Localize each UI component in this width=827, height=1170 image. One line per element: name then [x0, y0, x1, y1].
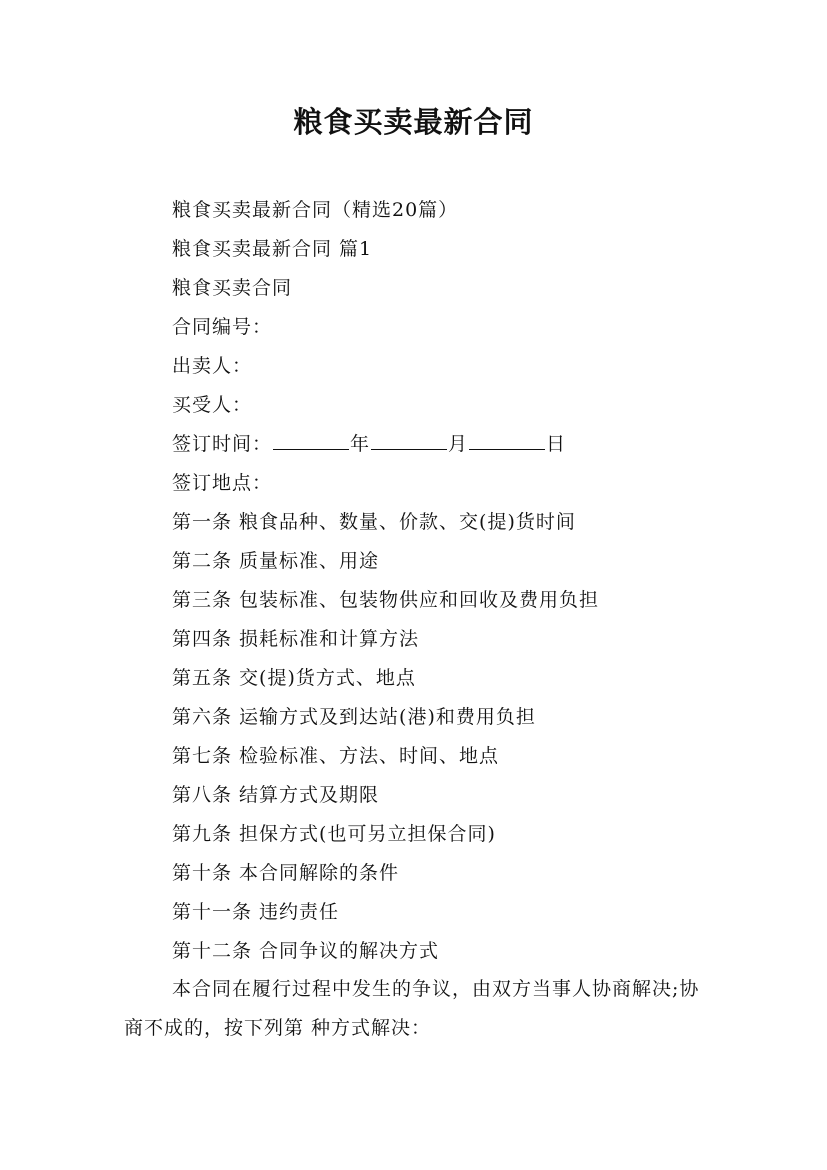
- year-blank: [273, 429, 349, 450]
- article-1: 第一条 粮食品种、数量、价款、交(提)货时间: [172, 511, 576, 533]
- section-heading: 粮食买卖最新合同 篇1: [172, 238, 373, 260]
- contract-lines: [124, 191, 724, 971]
- article-9: 第九条 担保方式(也可另立担保合同): [172, 823, 496, 845]
- sign-place-field: 签订地点：: [172, 472, 273, 494]
- sign-time-label: 签订时间：: [172, 433, 273, 455]
- article-2: 第二条 质量标准、用途: [172, 550, 380, 572]
- article-4: 第四条 损耗标准和计算方法: [172, 628, 420, 650]
- article-11: 第十一条 违约责任: [172, 901, 340, 923]
- day-label: 日: [546, 433, 567, 455]
- day-blank: [469, 429, 545, 450]
- article-8: 第八条 结算方式及期限: [172, 784, 380, 806]
- buyer-field: 买受人：: [172, 394, 253, 416]
- subtitle-line: 粮食买卖最新合同（精选20篇）: [172, 199, 459, 221]
- year-label: 年: [350, 433, 371, 455]
- month-label: 月: [448, 433, 469, 455]
- document-title: 粮食买卖最新合同: [293, 105, 534, 139]
- article-10: 第十条 本合同解除的条件: [172, 862, 400, 884]
- contract-name-line: 粮食买卖合同: [172, 277, 293, 299]
- contract-number-field: 合同编号：: [172, 316, 273, 338]
- month-blank: [371, 429, 447, 450]
- sign-time-field: [124, 425, 724, 464]
- article-5: 第五条 交(提)货方式、地点: [172, 667, 416, 689]
- article-6: 第六条 运输方式及到达站(港)和费用负担: [172, 706, 536, 728]
- dispute-paragraph: 本合同在履行过程中发生的争议，由双方当事人协商解决;协商不成的，按下列第 种方式解决：: [124, 978, 700, 1039]
- article-3: 第三条 包装标准、包装物供应和回收及费用负担: [172, 589, 600, 611]
- article-7: 第七条 检验标准、方法、时间、地点: [172, 745, 500, 767]
- article-12: 第十二条 合同争议的解决方式: [172, 940, 440, 962]
- seller-field: 出卖人：: [172, 355, 253, 377]
